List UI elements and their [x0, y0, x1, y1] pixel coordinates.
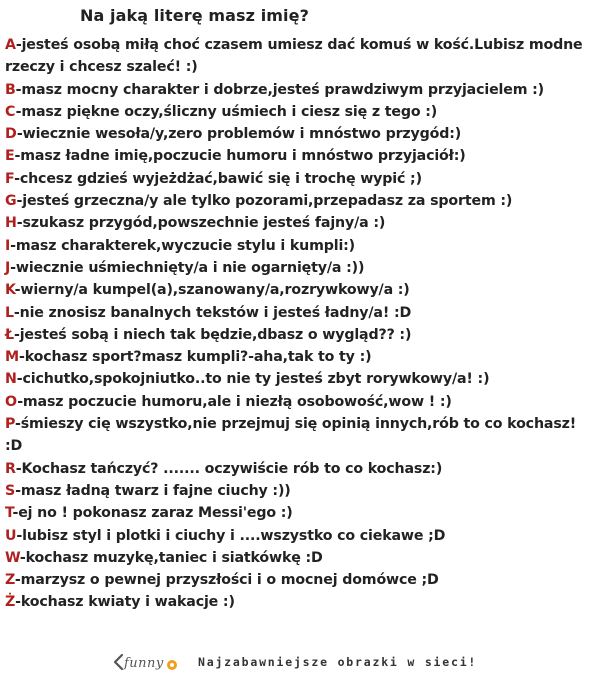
entry-text: -masz mocny charakter i dobrze,jesteś prawdziwym przyjacielem :): [15, 81, 545, 98]
page-title: Na jaką literę masz imię?: [80, 6, 309, 25]
entry-text: -chcesz gdzieś wyjeżdżać,bawić się i trochę wypić ;): [14, 170, 422, 187]
entry-text: -szukasz przygód,powszechnie jesteś fajny/a :): [16, 215, 386, 232]
list-item: [5, 235, 595, 257]
entry-letter: J: [5, 259, 11, 276]
entry-text: -masz charakterek,wyczucie stylu i kumpli:): [10, 237, 356, 254]
entry-letter: T: [5, 505, 13, 522]
list-item: [5, 458, 595, 480]
list-item: [5, 569, 595, 591]
list-item: [5, 279, 595, 301]
list-item: [5, 101, 595, 123]
entry-letter: W: [5, 549, 20, 566]
entry-text: -jesteś grzeczna/y ale tylko pozorami,przepadasz za sportem :): [16, 193, 513, 210]
entry-text: -jesteś sobą i niech tak będzie,dbasz o wygląd?? :): [13, 326, 412, 343]
entry-letter: O: [5, 393, 18, 410]
list-item: [5, 547, 595, 569]
list-item: [5, 368, 595, 390]
funny-logo: [112, 647, 182, 677]
entry-text: -cichutko,spokojniutko..to nie ty jesteś zbyt rorywkowy/a! :): [16, 371, 490, 388]
footer: [0, 645, 600, 685]
list-item: [5, 346, 595, 368]
entry-text: -jesteś osobą miłą choć czasem umiesz dać komuś w kość.Lubisz modne rzeczy i chcesz szaleć! :): [5, 37, 583, 76]
list-item: [5, 34, 595, 79]
entry-letter: H: [5, 215, 17, 232]
entry-letter: C: [5, 103, 16, 120]
list-item: [5, 302, 595, 324]
entry-letter: S: [5, 482, 16, 499]
entry-letter: M: [5, 349, 19, 366]
list-item: [5, 502, 595, 524]
entry-text: -wiecznie wesoła/y,zero problemów i mnóstwo przygód:): [16, 126, 462, 143]
entry-text: -masz piękne oczy,śliczny uśmiech i ciesz się z tego :): [15, 103, 438, 120]
entry-letter: D: [5, 126, 17, 143]
entry-text: -śmieszy cię wszystko,nie przejmuj się opinią innych,rób to co kochasz! :D: [5, 416, 577, 455]
entry-letter: Ż: [5, 594, 16, 611]
list-item: [5, 525, 595, 547]
entry-letter: F: [5, 170, 15, 187]
entry-letter: B: [5, 81, 16, 98]
entry-text: -masz poczucie humoru,ale i niezłą osobowość,wow ! :): [17, 393, 452, 410]
list-item: [5, 123, 595, 145]
entry-text: -kochasz kwiaty i wakacje :): [15, 594, 235, 611]
entry-letter: Z: [5, 572, 15, 589]
entry-text: -wierny/a kumpel(a),szanowany/a,rozrywkowy/a :): [14, 282, 410, 299]
entry-text: -marzysz o pewnej przyszłości i o mocnej domówce ;D: [14, 572, 439, 589]
entry-text: -Kochasz tańczyć? ....... oczywiście rób to co kochasz:): [15, 460, 443, 477]
list-item: [5, 257, 595, 279]
entry-letter: I: [5, 237, 11, 254]
letter-list: [5, 34, 595, 614]
list-item: [5, 168, 595, 190]
entry-text: -wiecznie uśmiechnięty/a i nie ogarnięty/a :)): [10, 259, 365, 276]
list-item: [5, 391, 595, 413]
entry-letter: K: [5, 282, 15, 299]
list-item: [5, 145, 595, 167]
entry-letter: P: [5, 416, 15, 433]
entry-text: -ej no ! pokonasz zaraz Messi'ego :): [12, 505, 293, 522]
list-item: [5, 480, 595, 502]
entry-text: -kochasz muzykę,taniec i siatkówkę :D: [19, 549, 323, 566]
entry-letter: G: [5, 193, 17, 210]
entry-text: -masz ładną twarz i fajne ciuchy :)): [15, 482, 291, 499]
entry-letter: U: [5, 527, 17, 544]
entry-letter: Ł: [5, 326, 14, 343]
list-item: [5, 190, 595, 212]
list-item: [5, 413, 595, 458]
logo-swoosh: [115, 655, 122, 669]
logo-wordmark: funny: [124, 656, 164, 671]
entry-text: -masz ładne imię,poczucie humoru i mnóstwo przyjaciół:): [14, 148, 466, 165]
entry-letter: L: [5, 304, 14, 321]
entry-letter: R: [5, 460, 16, 477]
entry-letter: N: [5, 371, 17, 388]
entry-text: -lubisz styl i plotki i ciuchy i ....wszystko co ciekawe ;D: [16, 527, 446, 544]
list-item: [5, 212, 595, 234]
entry-text: -nie znosisz banalnych tekstów i jesteś ładny/a! :D: [13, 304, 412, 321]
entry-text: -kochasz sport?masz kumpli?-aha,tak to ty :): [18, 349, 372, 366]
entry-letter: E: [5, 148, 15, 165]
list-item: [5, 324, 595, 346]
list-item: [5, 591, 595, 613]
entry-letter: A: [5, 37, 16, 53]
footer-tagline: Najzabawniejsze obrazki w sieci!: [198, 655, 478, 669]
list-item: [5, 79, 595, 101]
